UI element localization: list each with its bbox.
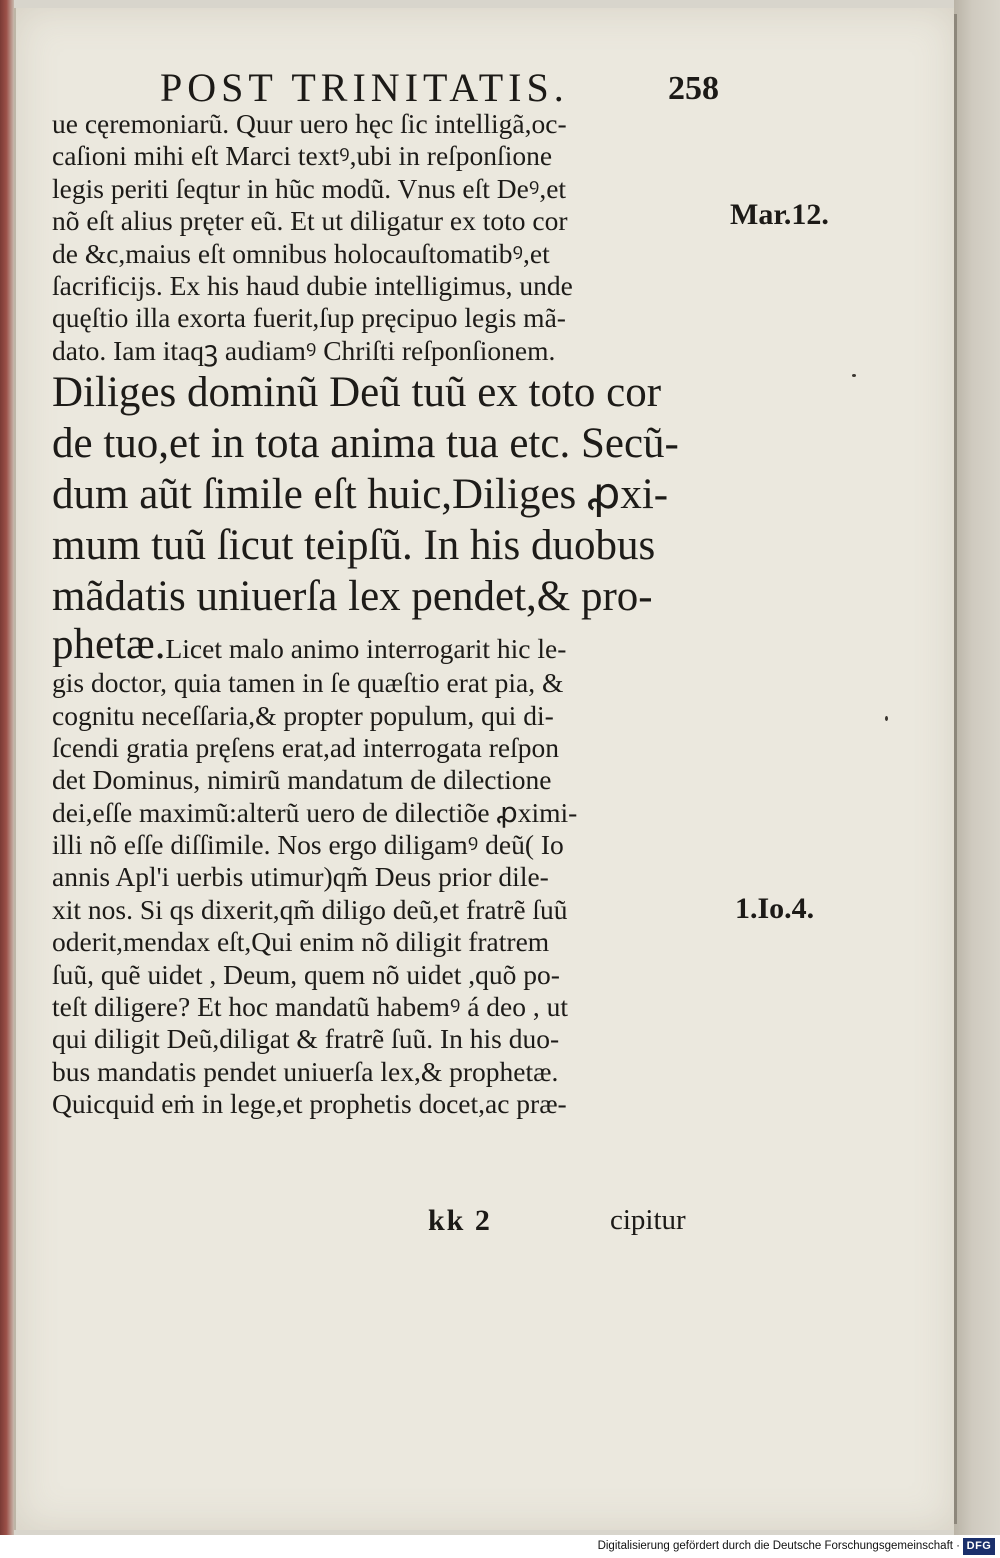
text-line-rest: Licet malo animo interrogarit hic le‑ xyxy=(165,633,567,665)
text-line: dum aũt ſimile eſt huic,Diliges ꝓxi‑ xyxy=(52,471,669,519)
text-line: ſuũ, quẽ uidet , Deum, quem nõ uidet ,quõ po‑ xyxy=(52,958,560,990)
catchword: cipitur xyxy=(610,1204,686,1236)
ink-speck xyxy=(885,716,888,721)
running-head: POST TRINITATIS. xyxy=(160,65,569,110)
text-line: illi nõ eſſe diſſimile. Nos ergo diligamꝰ deũ( Io xyxy=(52,829,564,861)
text-line: teſt diligere? Et hoc mandatũ habemꝰ á deo , ut xyxy=(52,991,569,1023)
text-line: det Dominus, nimirũ mandatum de dilectione xyxy=(52,764,552,796)
body-text xyxy=(52,108,732,1121)
margin-note-marcus: Mar.12. xyxy=(730,198,829,231)
text-line: cognitu neceſſaria,& propter populum, qui di‑ xyxy=(52,699,554,731)
text-line: legis periti ſeqtur in hũc modũ. Vnus eſt Deꝰ,et xyxy=(52,172,567,204)
text-line: Diliges dominũ Deũ tuũ ex toto cor xyxy=(52,369,662,417)
text-line: oderit,mendax eſt,Qui enim nõ diligit fratrem xyxy=(52,926,550,958)
text-line: de &c,maius eſt omnibus holocauſtomatibꝰ,et xyxy=(52,237,550,269)
text-line: Quicquid eṁ in lege,et prophetis docet,ac præ‑ xyxy=(52,1088,567,1120)
text-line: dei,eſſe maximũ:alterũ uero de dilectiõe ꝓximi‑ xyxy=(52,796,578,828)
text-line: dato. Iam itaqꝫ audiamꝰ Chriſti reſponſionem. xyxy=(52,334,556,366)
text-line: gis doctor, quia tamen in ſe quæſtio erat pia, & xyxy=(52,667,564,699)
text-line: mãdatis uniuerſa lex pendet,& pro‑ xyxy=(52,573,653,621)
text-line: bus mandatis pendet uniuerſa lex,& prophetæ. xyxy=(52,1055,559,1087)
funding-credit: Digitalisierung gefördert durch die Deutsche Forschungsgemeinschaft · xyxy=(597,1540,960,1552)
text-line: ſacrificijs. Ex his haud dubie intelligimus, unde xyxy=(52,269,573,301)
text-line xyxy=(52,622,732,667)
book-binding-edge xyxy=(0,0,14,1535)
text-line: ſcendi gratia pręſens erat,ad interrogata reſpon xyxy=(52,731,559,763)
ink-speck xyxy=(852,374,856,377)
margin-note-ioannes: 1.Io.4. xyxy=(735,892,815,925)
text-line-lead: phetæ. xyxy=(52,622,166,668)
text-line: mum tuũ ſicut teipſũ. In his duobus xyxy=(52,522,656,570)
text-line: caſioni mihi eſt Marci textꝰ,ubi in reſponſione xyxy=(52,140,553,172)
text-line: qui diligit Deũ,diligat & fratrẽ ſuũ. In his duo‑ xyxy=(52,1023,560,1055)
page-number: 258 xyxy=(668,70,719,107)
text-line: nõ eſt alius pręter eũ. Et ut diligatur ex toto cor xyxy=(52,205,568,237)
text-line: xit nos. Si qs dixerit,qm̃ diligo deũ,et fratrẽ ſuũ xyxy=(52,893,568,925)
signature-mark: kk 2 xyxy=(428,1204,492,1237)
dfg-logo: DFG xyxy=(963,1538,995,1555)
text-line: ue cęremoniarũ. Quur uero hęc ſic intelligã,oc‑ xyxy=(52,108,567,139)
page-fore-edge xyxy=(954,0,1000,1535)
text-line: quęſtio illa exorta fuerit,ſup pręcipuo legis mã‑ xyxy=(52,302,566,334)
text-line: de tuo,et in tota anima tua etc. Secũ‑ xyxy=(52,420,679,468)
text-line: annis Apl'i uerbis utimur)qm̃ Deus prior dile‑ xyxy=(52,861,549,893)
